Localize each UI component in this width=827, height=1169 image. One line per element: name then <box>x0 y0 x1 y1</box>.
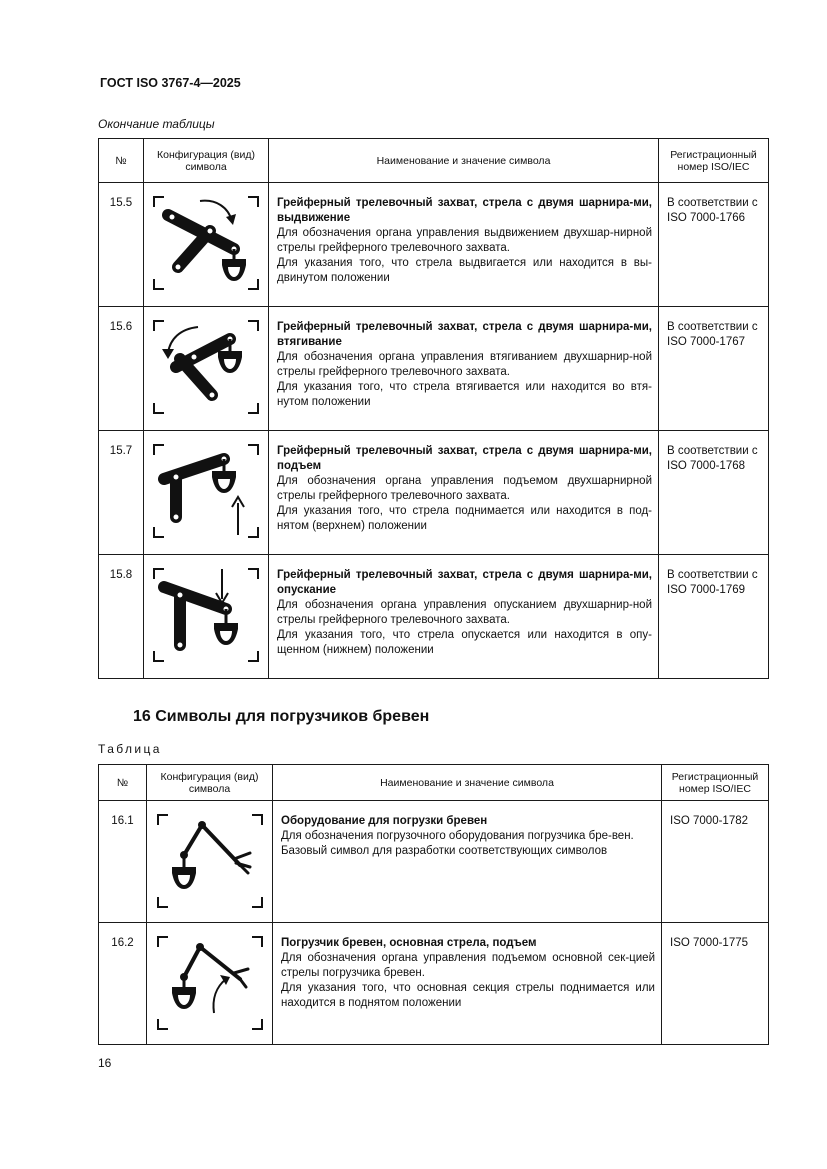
grapple-boom-raise-icon <box>150 441 262 543</box>
log-loader-main-boom-raise-icon <box>154 933 266 1035</box>
header-config: Конфигурация (вид) символа <box>147 765 273 801</box>
table-row <box>99 307 769 431</box>
symbol-description <box>273 801 662 923</box>
symbol-cell <box>147 801 273 923</box>
symbol-purpose: Для обозначения органа управления подъемом двухшарнирной стрелы грейферного трелевочного захвата. <box>277 475 652 502</box>
row-number: 15.7 <box>99 431 144 555</box>
table-16 <box>98 764 769 1045</box>
symbol-title: Грейферный трелевочный захват, стрела с двумя шарнира-ми, опускание <box>277 569 652 596</box>
symbol-purpose: Для обозначения органа управления подъемом основной сек-цией стрелы погрузчика бревен. <box>281 952 655 979</box>
symbol-cell <box>144 307 269 431</box>
table-row <box>99 183 769 307</box>
table-header-row <box>99 139 769 183</box>
table-header-row <box>99 765 769 801</box>
page-number: 16 <box>98 1056 112 1070</box>
table-continuation-caption: Окончание таблицы <box>98 117 215 131</box>
row-number: 15.5 <box>99 183 144 307</box>
symbol-cell <box>144 555 269 679</box>
symbol-description <box>273 923 662 1045</box>
grapple-boom-retract-icon <box>150 317 262 419</box>
table-row <box>99 431 769 555</box>
document-header: ГОСТ ISO 3767-4—2025 <box>100 76 241 90</box>
symbol-purpose: Для обозначения органа управления опусканием двухшарнир-ной стрелы грейферного трелевочного захвата. <box>277 599 652 626</box>
grapple-boom-extend-icon <box>150 193 262 295</box>
symbol-description <box>269 307 659 431</box>
symbol-title: Грейферный трелевочный захват, стрела с двумя шарнира-ми, втягивание <box>277 321 652 348</box>
table-label: Таблица <box>98 742 162 756</box>
symbol-description <box>269 183 659 307</box>
symbol-meaning: Базовый символ для разработки соответствующих символов <box>281 845 608 857</box>
symbol-purpose: Для обозначения погрузочного оборудования погрузчика бре-вен. <box>281 830 634 842</box>
symbol-meaning: Для указания того, что стрела поднимается или находится в под-нятом (верхнем) положении <box>277 505 652 532</box>
table-row <box>99 801 769 923</box>
symbol-title: Грейферный трелевочный захват, стрела с двумя шарнира-ми, выдвижение <box>277 197 652 224</box>
table-row <box>99 555 769 679</box>
registration-number: В соответствии с ISO 7000-1767 <box>659 307 769 431</box>
symbol-description <box>269 431 659 555</box>
header-name: Наименование и значение символа <box>273 765 662 801</box>
registration-number: В соответствии с ISO 7000-1766 <box>659 183 769 307</box>
symbol-meaning: Для указания того, что стрела выдвигается или находится в вы-двинутом положении <box>277 257 652 284</box>
header-reg: Регистрационный номер ISO/IEC <box>659 139 769 183</box>
registration-number: В соответствии с ISO 7000-1768 <box>659 431 769 555</box>
row-number: 16.2 <box>99 923 147 1045</box>
registration-number: ISO 7000-1775 <box>662 923 769 1045</box>
symbol-purpose: Для обозначения органа управления втягиванием двухшарнир-ной стрелы грейферного трелевочного захвата. <box>277 351 652 378</box>
header-reg: Регистрационный номер ISO/IEC <box>662 765 769 801</box>
header-config: Конфигурация (вид) символа <box>144 139 269 183</box>
section-16-title: 16 Символы для погрузчиков бревен <box>133 708 430 725</box>
symbol-cell <box>147 923 273 1045</box>
grapple-boom-lower-icon <box>150 565 262 667</box>
symbol-title: Погрузчик бревен, основная стрела, подъем <box>281 937 537 949</box>
symbol-meaning: Для указания того, что стрела опускается или находится в опу-щенном (нижнем) положении <box>277 629 652 656</box>
symbol-cell <box>144 431 269 555</box>
symbol-cell <box>144 183 269 307</box>
symbol-title: Оборудование для погрузки бревен <box>281 815 488 827</box>
header-num: № <box>99 139 144 183</box>
row-number: 15.6 <box>99 307 144 431</box>
registration-number: ISO 7000-1782 <box>662 801 769 923</box>
log-loader-equipment-icon <box>154 811 266 913</box>
table-15 <box>98 138 769 679</box>
header-num: № <box>99 765 147 801</box>
symbol-meaning: Для указания того, что стрела втягивается или находится во втя-нутом положении <box>277 381 652 408</box>
registration-number: В соответствии с ISO 7000-1769 <box>659 555 769 679</box>
symbol-title: Грейферный трелевочный захват, стрела с двумя шарнира-ми, подъем <box>277 445 652 472</box>
symbol-meaning: Для указания того, что основная секция стрелы поднимается или находится в поднятом положении <box>281 982 655 1009</box>
symbol-purpose: Для обозначения органа управления выдвижением двухшар-нирной стрелы грейферного трелевочного захвата. <box>277 227 652 254</box>
row-number: 15.8 <box>99 555 144 679</box>
table-row <box>99 923 769 1045</box>
row-number: 16.1 <box>99 801 147 923</box>
symbol-description <box>269 555 659 679</box>
header-name: Наименование и значение символа <box>269 139 659 183</box>
